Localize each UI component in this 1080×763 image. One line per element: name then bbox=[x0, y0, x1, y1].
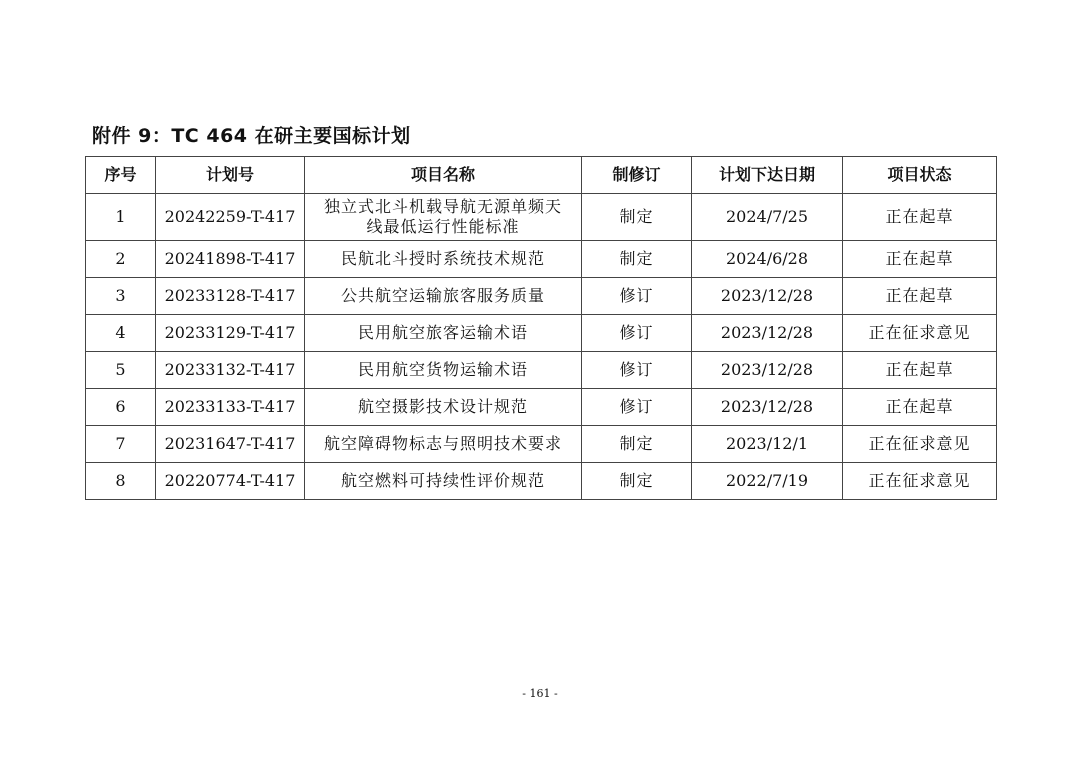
cell-plan-no: 20233128-T-417 bbox=[156, 278, 305, 315]
cell-plan-no: 20242259-T-417 bbox=[156, 194, 305, 241]
cell-issue-date: 2023/12/1 bbox=[692, 426, 843, 463]
cell-status: 正在起草 bbox=[843, 352, 997, 389]
cell-project-name: 公共航空运输旅客服务质量 bbox=[305, 278, 582, 315]
cell-issue-date: 2023/12/28 bbox=[692, 389, 843, 426]
cell-revision: 制定 bbox=[582, 241, 692, 278]
header-revision: 制修订 bbox=[582, 157, 692, 194]
cell-plan-no: 20220774-T-417 bbox=[156, 463, 305, 500]
table-row bbox=[86, 352, 997, 389]
cell-issue-date: 2024/7/25 bbox=[692, 194, 843, 241]
table-row bbox=[86, 426, 997, 463]
cell-project-name bbox=[305, 194, 582, 241]
cell-revision: 修订 bbox=[582, 315, 692, 352]
table-row bbox=[86, 389, 997, 426]
cell-status: 正在起草 bbox=[843, 389, 997, 426]
project-name-line-1: 独立式北斗机载导航无源单频天 bbox=[323, 197, 562, 216]
cell-issue-date: 2023/12/28 bbox=[692, 352, 843, 389]
page-number: - 161 - bbox=[522, 687, 558, 700]
cell-seq: 8 bbox=[86, 463, 156, 500]
header-seq: 序号 bbox=[86, 157, 156, 194]
cell-status: 正在起草 bbox=[843, 241, 997, 278]
header-plan-no: 计划号 bbox=[156, 157, 305, 194]
cell-seq: 7 bbox=[86, 426, 156, 463]
cell-plan-no: 20233133-T-417 bbox=[156, 389, 305, 426]
cell-issue-date: 2024/6/28 bbox=[692, 241, 843, 278]
table-row bbox=[86, 194, 997, 241]
cell-status: 正在起草 bbox=[843, 278, 997, 315]
cell-plan-no: 20231647-T-417 bbox=[156, 426, 305, 463]
cell-revision: 制定 bbox=[582, 194, 692, 241]
cell-seq: 5 bbox=[86, 352, 156, 389]
cell-status: 正在征求意见 bbox=[843, 315, 997, 352]
cell-seq: 3 bbox=[86, 278, 156, 315]
cell-revision: 修订 bbox=[582, 278, 692, 315]
cell-project-name: 航空障碍物标志与照明技术要求 bbox=[305, 426, 582, 463]
cell-project-name: 航空摄影技术设计规范 bbox=[305, 389, 582, 426]
cell-project-name: 民用航空旅客运输术语 bbox=[305, 315, 582, 352]
table-header-row bbox=[86, 157, 997, 194]
header-project-name: 项目名称 bbox=[305, 157, 582, 194]
cell-status: 正在征求意见 bbox=[843, 426, 997, 463]
cell-seq: 1 bbox=[86, 194, 156, 241]
cell-project-name: 民航北斗授时系统技术规范 bbox=[305, 241, 582, 278]
cell-revision: 制定 bbox=[582, 426, 692, 463]
table-row bbox=[86, 278, 997, 315]
cell-plan-no: 20241898-T-417 bbox=[156, 241, 305, 278]
cell-plan-no: 20233132-T-417 bbox=[156, 352, 305, 389]
cell-seq: 2 bbox=[86, 241, 156, 278]
cell-issue-date: 2023/12/28 bbox=[692, 278, 843, 315]
cell-issue-date: 2023/12/28 bbox=[692, 315, 843, 352]
cell-project-name: 航空燃料可持续性评价规范 bbox=[305, 463, 582, 500]
table-row bbox=[86, 463, 997, 500]
cell-plan-no: 20233129-T-417 bbox=[156, 315, 305, 352]
standards-plan-table bbox=[85, 156, 997, 500]
cell-issue-date: 2022/7/19 bbox=[692, 463, 843, 500]
cell-seq: 6 bbox=[86, 389, 156, 426]
cell-revision: 修订 bbox=[582, 389, 692, 426]
table-row bbox=[86, 315, 997, 352]
header-status: 项目状态 bbox=[843, 157, 997, 194]
document-title: 附件 9：TC 464 在研主要国标计划 bbox=[92, 125, 411, 147]
cell-status: 正在起草 bbox=[843, 194, 997, 241]
project-name-line-2: 线最低运行性能标准 bbox=[366, 217, 520, 236]
cell-seq: 4 bbox=[86, 315, 156, 352]
cell-revision: 修订 bbox=[582, 352, 692, 389]
cell-status: 正在征求意见 bbox=[843, 463, 997, 500]
cell-project-name: 民用航空货物运输术语 bbox=[305, 352, 582, 389]
table-row bbox=[86, 241, 997, 278]
header-issue-date: 计划下达日期 bbox=[692, 157, 843, 194]
cell-revision: 制定 bbox=[582, 463, 692, 500]
